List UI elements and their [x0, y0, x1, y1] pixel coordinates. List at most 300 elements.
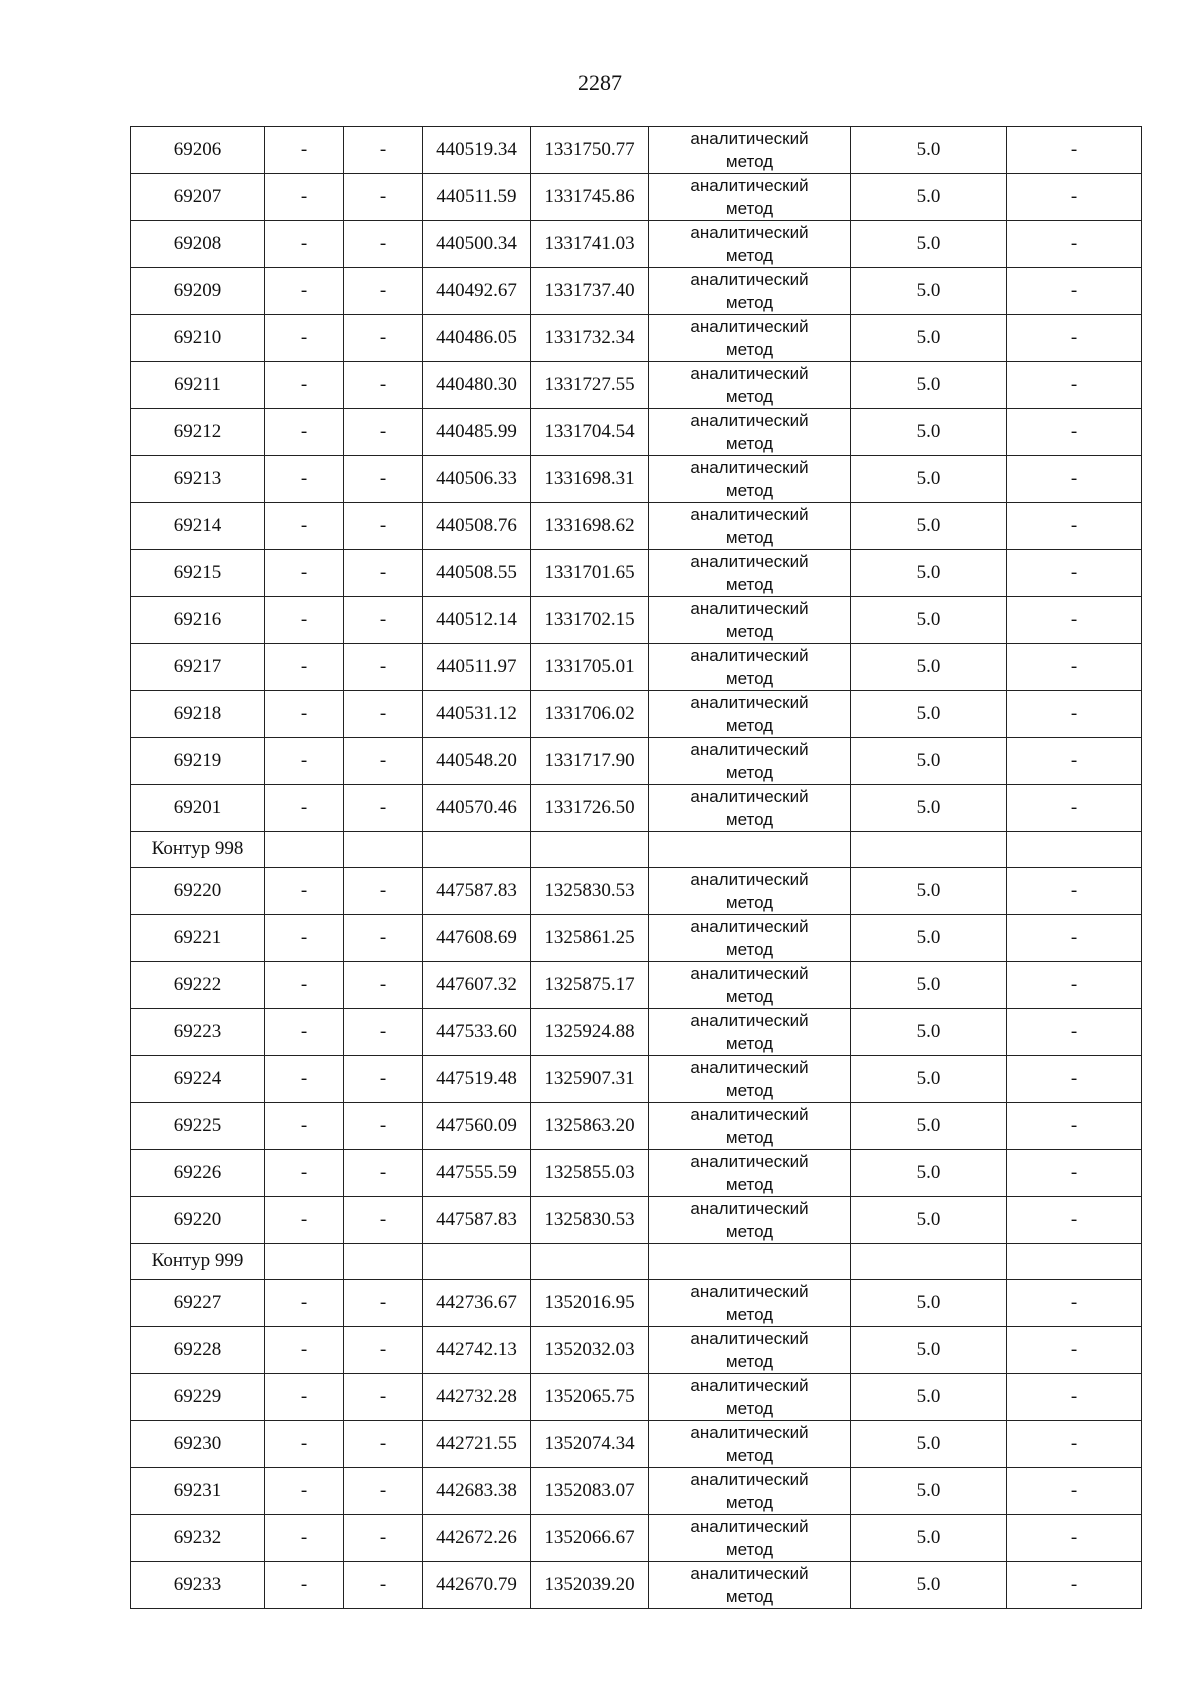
method-text-line: метод: [725, 481, 774, 500]
accuracy-cell: 5.0: [851, 456, 1007, 503]
note-cell: -: [1007, 1561, 1142, 1608]
method-cell: [649, 914, 851, 961]
x-coordinate-cell: 447560.09: [423, 1102, 531, 1149]
method-text-line: метод: [725, 716, 774, 735]
point-number-cell: 69229: [131, 1373, 265, 1420]
table-row: [131, 503, 1142, 550]
method-text-line: метод: [725, 575, 774, 594]
note-cell: -: [1007, 1196, 1142, 1243]
method-cell: [649, 1514, 851, 1561]
table-row: [131, 1149, 1142, 1196]
y-coordinate-cell: 1331717.90: [531, 738, 649, 785]
method-cell: [649, 362, 851, 409]
dash-cell: -: [265, 644, 344, 691]
method-cell: [649, 1561, 851, 1608]
method-cell: [649, 597, 851, 644]
dash-cell: -: [265, 1102, 344, 1149]
x-coordinate-cell: 447519.48: [423, 1055, 531, 1102]
y-coordinate-cell: 1331704.54: [531, 409, 649, 456]
table-row: [131, 691, 1142, 738]
empty-cell: [531, 832, 649, 868]
table-row: [131, 1373, 1142, 1420]
dash-cell: -: [344, 1055, 423, 1102]
dash-cell: -: [344, 1149, 423, 1196]
accuracy-cell: 5.0: [851, 1514, 1007, 1561]
method-cell: [649, 1467, 851, 1514]
dash-cell: -: [265, 1373, 344, 1420]
accuracy-cell: 5.0: [851, 914, 1007, 961]
method-cell: [649, 174, 851, 221]
dash-cell: -: [265, 1055, 344, 1102]
note-cell: -: [1007, 1279, 1142, 1326]
dash-cell: -: [265, 456, 344, 503]
x-coordinate-cell: 440519.34: [423, 127, 531, 174]
note-cell: -: [1007, 691, 1142, 738]
method-cell: [649, 503, 851, 550]
note-cell: -: [1007, 1008, 1142, 1055]
x-coordinate-cell: 440570.46: [423, 785, 531, 832]
dash-cell: -: [265, 914, 344, 961]
dash-cell: -: [265, 867, 344, 914]
method-text-line: аналитический: [690, 1281, 809, 1301]
y-coordinate-cell: 1325830.53: [531, 867, 649, 914]
dash-cell: -: [265, 1149, 344, 1196]
dash-cell: -: [265, 785, 344, 832]
y-coordinate-cell: 1325875.17: [531, 961, 649, 1008]
dash-cell: -: [265, 1326, 344, 1373]
method-text-line: метод: [725, 1351, 774, 1371]
note-cell: -: [1007, 550, 1142, 597]
method-cell: [649, 315, 851, 362]
method-text-line: метод: [725, 1539, 774, 1559]
accuracy-cell: 5.0: [851, 1008, 1007, 1055]
dash-cell: -: [265, 268, 344, 315]
method-text-line: метод: [725, 246, 774, 265]
method-text-line: аналитический: [690, 963, 809, 983]
y-coordinate-cell: 1331698.31: [531, 456, 649, 503]
y-coordinate-cell: 1331706.02: [531, 691, 649, 738]
note-cell: -: [1007, 867, 1142, 914]
dash-cell: -: [344, 409, 423, 456]
method-text-line: метод: [725, 622, 774, 641]
x-coordinate-cell: 440480.30: [423, 362, 531, 409]
note-cell: -: [1007, 174, 1142, 221]
method-text-line: аналитический: [690, 1422, 809, 1442]
point-number-cell: 69215: [131, 550, 265, 597]
method-cell: [649, 867, 851, 914]
note-cell: -: [1007, 362, 1142, 409]
method-text-line: аналитический: [690, 176, 809, 195]
x-coordinate-cell: 440485.99: [423, 409, 531, 456]
note-cell: -: [1007, 785, 1142, 832]
accuracy-cell: 5.0: [851, 1373, 1007, 1420]
table-row: [131, 409, 1142, 456]
x-coordinate-cell: 440508.76: [423, 503, 531, 550]
method-cell: [649, 785, 851, 832]
method-text-line: аналитический: [690, 364, 809, 383]
method-text-line: аналитический: [690, 505, 809, 524]
y-coordinate-cell: 1331750.77: [531, 127, 649, 174]
method-cell: [649, 550, 851, 597]
method-text-line: аналитический: [690, 458, 809, 477]
dash-cell: -: [265, 691, 344, 738]
method-text-line: метод: [725, 340, 774, 359]
method-text-line: метод: [725, 1445, 774, 1465]
y-coordinate-cell: 1352074.34: [531, 1420, 649, 1467]
y-coordinate-cell: 1325861.25: [531, 914, 649, 961]
y-coordinate-cell: 1331702.15: [531, 597, 649, 644]
point-number-cell: 69228: [131, 1326, 265, 1373]
accuracy-cell: 5.0: [851, 1467, 1007, 1514]
method-text-line: метод: [725, 152, 774, 171]
accuracy-cell: 5.0: [851, 691, 1007, 738]
empty-cell: [265, 1243, 344, 1279]
table-row: [131, 1196, 1142, 1243]
point-number-cell: 69211: [131, 362, 265, 409]
accuracy-cell: 5.0: [851, 1102, 1007, 1149]
y-coordinate-cell: 1331737.40: [531, 268, 649, 315]
y-coordinate-cell: 1352016.95: [531, 1279, 649, 1326]
method-text-line: метод: [725, 528, 774, 547]
x-coordinate-cell: 440511.59: [423, 174, 531, 221]
method-text-line: метод: [725, 1174, 774, 1194]
y-coordinate-cell: 1331745.86: [531, 174, 649, 221]
empty-cell: [1007, 832, 1142, 868]
empty-cell: [851, 1243, 1007, 1279]
dash-cell: -: [265, 174, 344, 221]
note-cell: -: [1007, 221, 1142, 268]
method-cell: [649, 1149, 851, 1196]
method-text-line: аналитический: [690, 552, 809, 571]
x-coordinate-cell: 447607.32: [423, 961, 531, 1008]
point-number-cell: 69231: [131, 1467, 265, 1514]
dash-cell: -: [344, 1102, 423, 1149]
empty-cell: [649, 832, 851, 868]
table-row: [131, 550, 1142, 597]
y-coordinate-cell: 1331705.01: [531, 644, 649, 691]
x-coordinate-cell: 440500.34: [423, 221, 531, 268]
method-text-line: метод: [725, 434, 774, 453]
table-row: [131, 221, 1142, 268]
accuracy-cell: 5.0: [851, 268, 1007, 315]
method-text-line: аналитический: [690, 1375, 809, 1395]
dash-cell: -: [265, 315, 344, 362]
dash-cell: -: [344, 1420, 423, 1467]
dash-cell: -: [265, 1196, 344, 1243]
dash-cell: -: [265, 1420, 344, 1467]
note-cell: -: [1007, 1102, 1142, 1149]
x-coordinate-cell: 440486.05: [423, 315, 531, 362]
accuracy-cell: 5.0: [851, 174, 1007, 221]
y-coordinate-cell: 1331727.55: [531, 362, 649, 409]
table-row: [131, 597, 1142, 644]
dash-cell: -: [344, 1196, 423, 1243]
point-number-cell: 69212: [131, 409, 265, 456]
dash-cell: -: [344, 597, 423, 644]
y-coordinate-cell: 1325907.31: [531, 1055, 649, 1102]
x-coordinate-cell: 442672.26: [423, 1514, 531, 1561]
contour-label: Контур 998: [131, 832, 265, 868]
dash-cell: -: [344, 961, 423, 1008]
table-row: [131, 1102, 1142, 1149]
point-number-cell: 69201: [131, 785, 265, 832]
y-coordinate-cell: 1331701.65: [531, 550, 649, 597]
note-cell: -: [1007, 409, 1142, 456]
method-text-line: метод: [725, 939, 774, 959]
accuracy-cell: 5.0: [851, 221, 1007, 268]
method-text-line: метод: [725, 1033, 774, 1053]
table-row: [131, 961, 1142, 1008]
x-coordinate-cell: 442732.28: [423, 1373, 531, 1420]
table-row: [131, 268, 1142, 315]
method-cell: [649, 1008, 851, 1055]
y-coordinate-cell: 1325855.03: [531, 1149, 649, 1196]
method-cell: [649, 1373, 851, 1420]
empty-cell: [344, 1243, 423, 1279]
y-coordinate-cell: 1331726.50: [531, 785, 649, 832]
accuracy-cell: 5.0: [851, 550, 1007, 597]
dash-cell: -: [344, 550, 423, 597]
dash-cell: -: [344, 738, 423, 785]
note-cell: -: [1007, 597, 1142, 644]
method-text-line: аналитический: [690, 1198, 809, 1218]
y-coordinate-cell: 1325924.88: [531, 1008, 649, 1055]
method-text-line: метод: [725, 1127, 774, 1147]
method-text-line: метод: [725, 293, 774, 312]
y-coordinate-cell: 1331698.62: [531, 503, 649, 550]
x-coordinate-cell: 440548.20: [423, 738, 531, 785]
dash-cell: -: [344, 174, 423, 221]
method-text-line: метод: [725, 387, 774, 406]
dash-cell: -: [344, 315, 423, 362]
dash-cell: -: [265, 738, 344, 785]
method-text-line: аналитический: [690, 1151, 809, 1171]
table-row: [131, 1514, 1142, 1561]
method-cell: [649, 691, 851, 738]
y-coordinate-cell: 1352065.75: [531, 1373, 649, 1420]
point-number-cell: 69218: [131, 691, 265, 738]
method-text-line: метод: [725, 1304, 774, 1324]
table-row: [131, 1467, 1142, 1514]
point-number-cell: 69233: [131, 1561, 265, 1608]
method-cell: [649, 738, 851, 785]
dash-cell: -: [265, 221, 344, 268]
note-cell: -: [1007, 1373, 1142, 1420]
method-text-line: метод: [725, 763, 774, 782]
method-text-line: аналитический: [690, 1057, 809, 1077]
point-number-cell: 69210: [131, 315, 265, 362]
table-row: [131, 315, 1142, 362]
note-cell: -: [1007, 961, 1142, 1008]
point-number-cell: 69220: [131, 867, 265, 914]
method-text-line: аналитический: [690, 411, 809, 430]
point-number-cell: 69220: [131, 1196, 265, 1243]
table-row: [131, 914, 1142, 961]
accuracy-cell: 5.0: [851, 127, 1007, 174]
empty-cell: [1007, 1243, 1142, 1279]
dash-cell: -: [344, 362, 423, 409]
method-cell: [649, 1196, 851, 1243]
y-coordinate-cell: 1331732.34: [531, 315, 649, 362]
method-text-line: аналитический: [690, 646, 809, 665]
method-text-line: аналитический: [690, 129, 809, 148]
point-number-cell: 69208: [131, 221, 265, 268]
dash-cell: -: [265, 1279, 344, 1326]
method-cell: [649, 644, 851, 691]
note-cell: -: [1007, 315, 1142, 362]
table-row: [131, 1420, 1142, 1467]
point-number-cell: 69216: [131, 597, 265, 644]
note-cell: -: [1007, 644, 1142, 691]
accuracy-cell: 5.0: [851, 1420, 1007, 1467]
x-coordinate-cell: 440511.97: [423, 644, 531, 691]
method-cell: [649, 1055, 851, 1102]
accuracy-cell: 5.0: [851, 597, 1007, 644]
table-row: [131, 867, 1142, 914]
x-coordinate-cell: 447555.59: [423, 1149, 531, 1196]
dash-cell: -: [265, 1467, 344, 1514]
method-text-line: аналитический: [690, 740, 809, 759]
y-coordinate-cell: 1352039.20: [531, 1561, 649, 1608]
note-cell: -: [1007, 127, 1142, 174]
method-cell: [649, 409, 851, 456]
point-number-cell: 69230: [131, 1420, 265, 1467]
table-row: [131, 1279, 1142, 1326]
dash-cell: -: [344, 1467, 423, 1514]
y-coordinate-cell: 1352032.03: [531, 1326, 649, 1373]
point-number-cell: 69221: [131, 914, 265, 961]
dash-cell: -: [265, 362, 344, 409]
dash-cell: -: [344, 1561, 423, 1608]
point-number-cell: 69206: [131, 127, 265, 174]
method-text-line: метод: [725, 1398, 774, 1418]
method-cell: [649, 1102, 851, 1149]
point-number-cell: 69223: [131, 1008, 265, 1055]
point-number-cell: 69224: [131, 1055, 265, 1102]
method-cell: [649, 1279, 851, 1326]
y-coordinate-cell: 1331741.03: [531, 221, 649, 268]
dash-cell: -: [265, 1008, 344, 1055]
accuracy-cell: 5.0: [851, 1196, 1007, 1243]
x-coordinate-cell: 447533.60: [423, 1008, 531, 1055]
x-coordinate-cell: 442742.13: [423, 1326, 531, 1373]
dash-cell: -: [265, 409, 344, 456]
y-coordinate-cell: 1352066.67: [531, 1514, 649, 1561]
dash-cell: -: [344, 456, 423, 503]
dash-cell: -: [265, 1514, 344, 1561]
dash-cell: -: [344, 221, 423, 268]
dash-cell: -: [265, 503, 344, 550]
x-coordinate-cell: 447587.83: [423, 867, 531, 914]
dash-cell: -: [344, 1373, 423, 1420]
accuracy-cell: 5.0: [851, 315, 1007, 362]
table-row: [131, 785, 1142, 832]
method-text-line: аналитический: [690, 1104, 809, 1124]
method-cell: [649, 127, 851, 174]
point-number-cell: 69227: [131, 1279, 265, 1326]
method-text-line: аналитический: [690, 1563, 809, 1583]
y-coordinate-cell: 1325863.20: [531, 1102, 649, 1149]
empty-cell: [423, 832, 531, 868]
empty-cell: [531, 1243, 649, 1279]
dash-cell: -: [265, 1561, 344, 1608]
table-row: [131, 174, 1142, 221]
table-row: [131, 644, 1142, 691]
x-coordinate-cell: 440492.67: [423, 268, 531, 315]
point-number-cell: 69217: [131, 644, 265, 691]
accuracy-cell: 5.0: [851, 867, 1007, 914]
note-cell: -: [1007, 1326, 1142, 1373]
note-cell: -: [1007, 1467, 1142, 1514]
accuracy-cell: 5.0: [851, 1326, 1007, 1373]
method-text-line: метод: [725, 810, 774, 829]
accuracy-cell: 5.0: [851, 362, 1007, 409]
point-number-cell: 69214: [131, 503, 265, 550]
method-text-line: метод: [725, 1586, 774, 1606]
method-text-line: метод: [725, 669, 774, 688]
method-text-line: аналитический: [690, 787, 809, 806]
x-coordinate-cell: 442670.79: [423, 1561, 531, 1608]
contour-header-row: [131, 832, 1142, 868]
x-coordinate-cell: 440506.33: [423, 456, 531, 503]
x-coordinate-cell: 442736.67: [423, 1279, 531, 1326]
dash-cell: -: [344, 867, 423, 914]
point-number-cell: 69232: [131, 1514, 265, 1561]
dash-cell: -: [344, 691, 423, 738]
note-cell: -: [1007, 503, 1142, 550]
method-text-line: аналитический: [690, 270, 809, 289]
method-text-line: метод: [725, 1221, 774, 1241]
method-text-line: метод: [725, 199, 774, 218]
dash-cell: -: [265, 961, 344, 1008]
dash-cell: -: [344, 914, 423, 961]
method-text-line: аналитический: [690, 1328, 809, 1348]
empty-cell: [265, 832, 344, 868]
dash-cell: -: [344, 785, 423, 832]
method-text-line: аналитический: [690, 317, 809, 336]
dash-cell: -: [344, 1279, 423, 1326]
dash-cell: -: [265, 550, 344, 597]
accuracy-cell: 5.0: [851, 1149, 1007, 1196]
x-coordinate-cell: 440508.55: [423, 550, 531, 597]
accuracy-cell: 5.0: [851, 1561, 1007, 1608]
coordinates-table: [130, 126, 1142, 1609]
x-coordinate-cell: 447608.69: [423, 914, 531, 961]
method-cell: [649, 456, 851, 503]
table-row: [131, 362, 1142, 409]
point-number-cell: 69209: [131, 268, 265, 315]
accuracy-cell: 5.0: [851, 785, 1007, 832]
point-number-cell: 69226: [131, 1149, 265, 1196]
accuracy-cell: 5.0: [851, 1279, 1007, 1326]
y-coordinate-cell: 1325830.53: [531, 1196, 649, 1243]
dash-cell: -: [344, 644, 423, 691]
point-number-cell: 69219: [131, 738, 265, 785]
method-text-line: метод: [725, 1492, 774, 1512]
method-cell: [649, 961, 851, 1008]
point-number-cell: 69222: [131, 961, 265, 1008]
accuracy-cell: 5.0: [851, 503, 1007, 550]
accuracy-cell: 5.0: [851, 644, 1007, 691]
method-cell: [649, 1326, 851, 1373]
method-text-line: аналитический: [690, 869, 809, 889]
method-text-line: аналитический: [690, 693, 809, 712]
accuracy-cell: 5.0: [851, 409, 1007, 456]
empty-cell: [851, 832, 1007, 868]
dash-cell: -: [344, 503, 423, 550]
x-coordinate-cell: 440512.14: [423, 597, 531, 644]
dash-cell: -: [344, 1326, 423, 1373]
